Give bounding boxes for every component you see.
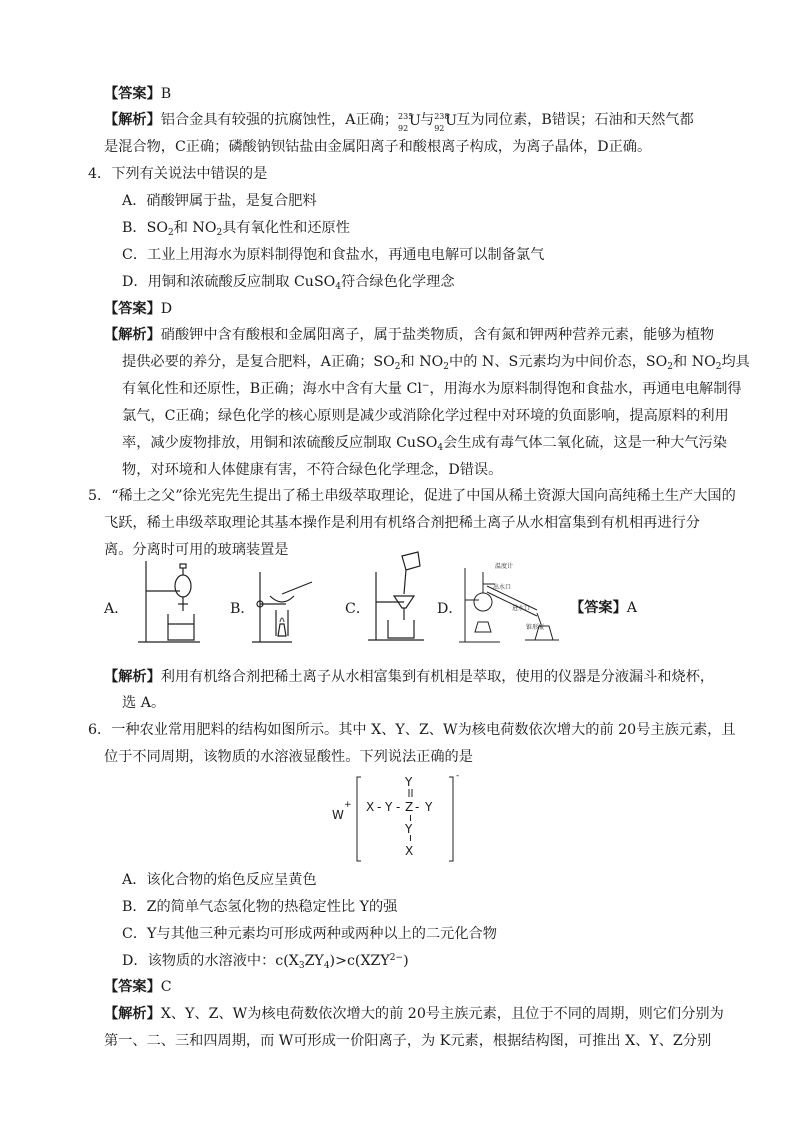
q6-option-c: C．Y与其他三种元素均可形成两种或两种以上的二元化合物 <box>122 926 497 942</box>
q5-stem-line-2: 飞跃，稀土串级萃取理论其基本操作是利用有机络合剂把稀土离子从水相富集到有机相再进行分 <box>104 515 700 531</box>
q5-option-a-label: A． <box>104 601 129 617</box>
answer-value: D <box>160 301 173 317</box>
text: 互为同位素，B错误；石油和天然气都 <box>456 112 694 128</box>
label-outlet: 出水口 <box>493 584 512 591</box>
q4-answer <box>104 299 172 319</box>
q3-analysis-line-1 <box>104 110 694 133</box>
q5-stem-line-3: 离。分离时可用的玻璃装置是 <box>104 542 289 558</box>
q5-analysis-line-1: 【解析】利用有机络合剂把稀土离子从水相富集到有机相是萃取，使用的仪器是分液漏斗和烧杯， <box>104 669 715 685</box>
isotope-u235: 235 92 U <box>398 112 421 133</box>
question-number: 4． <box>88 166 112 182</box>
q5-stem-line-1: 5．“稀土之父”徐光宪先生提出了稀土串级萃取理论，促进了中国从稀土资源大国向高纯稀土生产大国的 <box>88 488 736 504</box>
question-number: 6． <box>88 722 112 738</box>
q6-answer <box>104 977 172 997</box>
q4-option-b: B．$SO_2$和 $NO_2$具有氧化性和还原性 <box>122 220 350 238</box>
analysis-label: 【解析】 <box>104 112 161 128</box>
label-inlet: 进水口 <box>512 605 531 612</box>
q6-analysis-line-1: 【解析】X、Y、Z、W为核电荷数依次增大的前 20号主族元素，且位于不同的周期，则它们分别为 <box>104 1006 724 1022</box>
atom-w: W <box>332 808 344 822</box>
q4-option-d: D．用铜和浓硫酸反应制取 CuSO$_4$符合绿色化学理念 <box>122 274 455 292</box>
label-flask: 锥形瓶 <box>526 624 545 631</box>
analysis-label: 【解析】 <box>104 669 161 685</box>
q5-option-b-label: B． <box>230 601 255 617</box>
answer-label: 【答案】 <box>104 979 161 995</box>
answer-label: 【答案】 <box>570 600 627 616</box>
q6-stem-line-2: 位于不同周期，该物质的水溶液显酸性。下列说法正确的是 <box>104 749 473 765</box>
atom-x-bottom: X <box>405 844 414 858</box>
filtration-apparatus-icon <box>364 548 436 643</box>
question-number: 5． <box>88 488 112 504</box>
q4-option-a: A．硝酸钾属于盐，是复合肥料 <box>122 193 317 209</box>
q6-option-d: D．该物质的水溶液中：$c(X_3ZY_4)>c(XZY^{2-})$ <box>122 953 409 971</box>
q4-analysis-line-2: 提供必要的养分，是复合肥料，A正确；$SO_2$和 $NO_2$中的 N、S元素均为中间价态，$SO_2$和 $NO_2$均具 <box>122 354 750 372</box>
answer-value: C <box>160 979 172 995</box>
atom-z: Z <box>405 800 414 814</box>
q4-analysis-line-4: 氯气，C正确；绿色化学的核心原则是减少或消除化学过程中对环境的负面影响，提高原料的利用 <box>122 408 729 424</box>
answer-value: B <box>160 86 172 102</box>
charge-minus: - <box>456 771 460 781</box>
atom-y-right: Y <box>425 800 433 814</box>
evaporating-dish-icon <box>248 566 323 646</box>
analysis-label: 【解析】 <box>104 327 161 343</box>
separatory-funnel-icon <box>128 556 208 646</box>
q3-analysis-line-2 <box>104 137 651 157</box>
atom-x-left: X <box>366 800 375 814</box>
q5-analysis-line-2: 选 A。 <box>122 695 166 711</box>
q3-answer <box>104 84 171 104</box>
charge-plus: + <box>344 800 352 810</box>
q6-stem-line-1: 6．一种农业常用肥料的结构如图所示。其中 X、Y、Z、W为核电荷数依次增大的前 20号主族元素，且 <box>88 722 736 738</box>
q5-answer <box>570 598 637 618</box>
q4-analysis-line-3: 有氧化性和还原性，B正确；海水中含有大量 Cl−，用海水为原料制得饱和食盐水，再通电电解制得 <box>122 381 742 397</box>
distillation-apparatus-icon <box>455 560 565 645</box>
q4-stem <box>88 164 267 184</box>
q4-analysis-line-6: 物，对环境和人体健康有害，不符合绿色化学理念，D错误。 <box>122 462 503 478</box>
analysis-label: 【解析】 <box>104 1006 161 1022</box>
structure-diagram <box>330 771 470 865</box>
q6-analysis-line-2: 第一、二、三和四周期，而 W可形成一价阳离子，为 K元素，根据结构图，可推出 X、Y、Z分别 <box>104 1033 712 1049</box>
atom-y-left: Y <box>385 800 393 814</box>
text: 是混合物，C正确；磷酸钠钡钴盐由金属阳离子和酸根离子构成，为离子晶体，D正确。 <box>104 139 652 155</box>
bond: - <box>377 800 382 814</box>
q4-analysis-line-1: 【解析】硝酸钾中含有酸根和金属阳离子，属于盐类物质，含有氮和钾两种营养元素，能够为植物 <box>104 327 715 343</box>
q5-option-c-label: C． <box>345 601 371 617</box>
isotope-u238: 238 92 U <box>434 112 458 133</box>
bond: - <box>396 800 401 814</box>
text: 与 <box>420 112 435 128</box>
q4-analysis-line-5: 率，减少废物排放，用铜和浓硫酸反应制取 CuSO$_4$会生成有毒气体二氧化硫，这是一种大气污染 <box>122 435 727 453</box>
text: 铝合金具有较强的抗腐蚀性，A正确； <box>160 112 399 128</box>
answer-label: 【答案】 <box>104 86 161 102</box>
q6-option-a: A．该化合物的焰色反应呈黄色 <box>122 872 317 888</box>
question-stem: 下列有关说法中错误的是 <box>111 166 268 182</box>
q4-option-c: C．工业上用海水为原料制得饱和食盐水，再通电电解可以制备氯气 <box>122 247 545 263</box>
label-thermometer: 温度计 <box>495 563 514 570</box>
bond: - <box>415 800 420 814</box>
atom-y-top: Y <box>405 775 413 789</box>
q6-option-b: B．Z的简单气态氢化物的热稳定性比 Y的强 <box>122 899 398 915</box>
q5-option-d-label: D． <box>437 601 463 617</box>
answer-label: 【答案】 <box>104 301 161 317</box>
answer-value: A <box>626 600 638 616</box>
atom-y-bottom: Y <box>405 822 413 836</box>
